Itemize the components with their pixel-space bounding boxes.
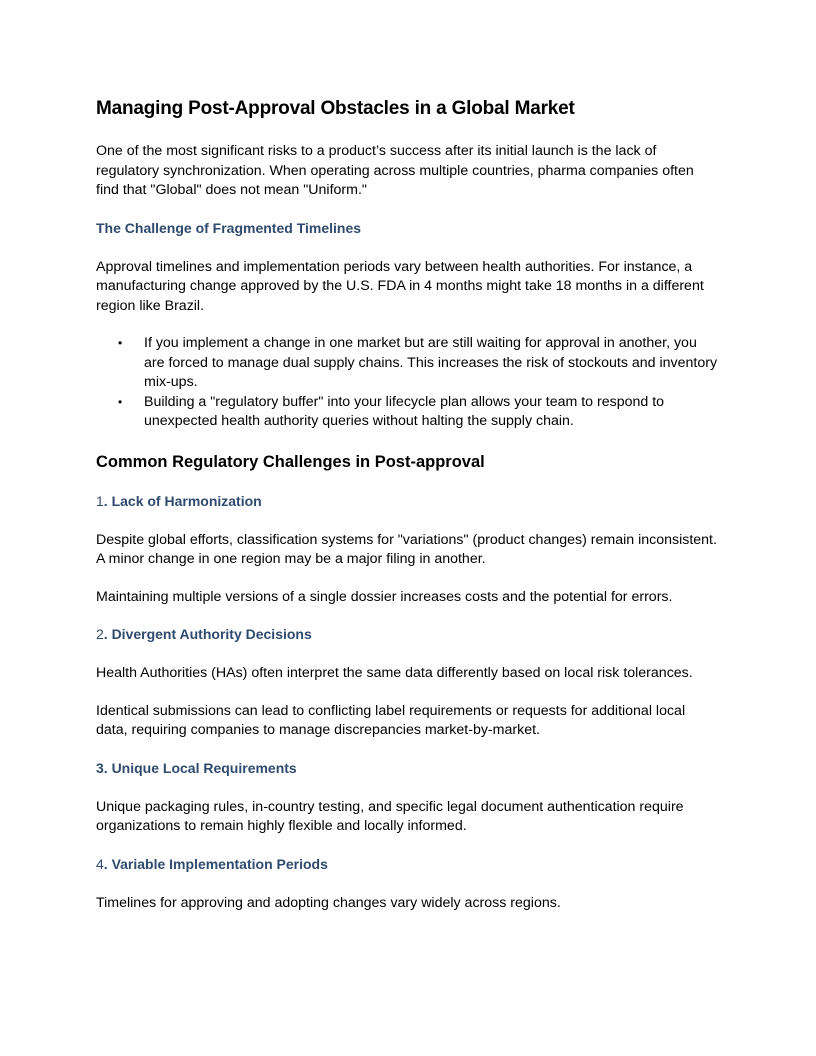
item-paragraph: Health Authorities (HAs) often interpret the same data differently based on local risk tolerances. xyxy=(96,665,693,681)
item-title: . Variable Implementation Periods xyxy=(103,855,328,872)
item-title: . Lack of Harmonization xyxy=(103,492,262,509)
intro-paragraph: One of the most significant risks to a product’s success after its initial launch is the lack of regulatory synchronization. When operating across multiple countries, pharma companies often find that "Global" does not mean "Uniform." xyxy=(96,143,694,198)
item-number: 2 xyxy=(96,626,104,642)
item-number: 4 xyxy=(96,855,104,872)
item-paragraph: Timelines for approving and adopting changes vary widely across regions. xyxy=(96,894,561,911)
challenge-item-heading-3 xyxy=(96,759,720,778)
bullet-item xyxy=(118,334,720,393)
bullet-icon: • xyxy=(118,336,123,350)
common-challenges-heading: Common Regulatory Challenges in Post-approval xyxy=(96,452,485,471)
bullet-text: Building a "regulatory buffer" into your lifecycle plan allows your team to respond to unexpected health authority queries without halting the supply chain. xyxy=(144,393,665,429)
item-title: . Unique Local Requirements xyxy=(103,759,297,776)
item-title: . Divergent Authority Decisions xyxy=(103,626,312,642)
item-number: 3 xyxy=(96,759,104,776)
challenge-bullet-list xyxy=(96,334,720,432)
challenge-paragraph: Approval timelines and implementation periods vary between health authorities. For instance, a manufacturing change approved by the U.S. FDA in 4 months might take 18 months in a different region like Brazil. xyxy=(96,258,704,314)
challenge-item-heading-1 xyxy=(96,492,720,511)
item-paragraph: Despite global efforts, classification systems for "variations" (product changes) remain inconsistent. A minor change in one region may be a major filing in another. xyxy=(96,531,717,567)
document-page xyxy=(96,96,720,931)
item-paragraph: Maintaining multiple versions of a single dossier increases costs and the potential for errors. xyxy=(96,588,673,605)
document-title: Managing Post-Approval Obstacles in a Global Market xyxy=(96,98,575,119)
bullet-icon: • xyxy=(118,394,123,409)
challenge-item-heading-2 xyxy=(96,625,720,644)
item-paragraph: Identical submissions can lead to conflicting label requirements or requests for additional local data, requiring companies to manage discrepancies market-by-market. xyxy=(96,702,686,738)
item-paragraph: Unique packaging rules, in-country testing, and specific legal document authentication require organizations to remain highly flexible and locally informed. xyxy=(96,798,684,834)
bullet-text: If you implement a change in one market but are still waiting for approval in another, you are forced to manage dual supply chains. This increases the risk of stockouts and inventory mix-ups. xyxy=(144,335,718,390)
challenge-heading: The Challenge of Fragmented Timelines xyxy=(96,219,362,236)
item-number: 1 xyxy=(96,492,104,509)
challenge-item-heading-4 xyxy=(96,855,720,874)
bullet-item xyxy=(118,393,720,432)
